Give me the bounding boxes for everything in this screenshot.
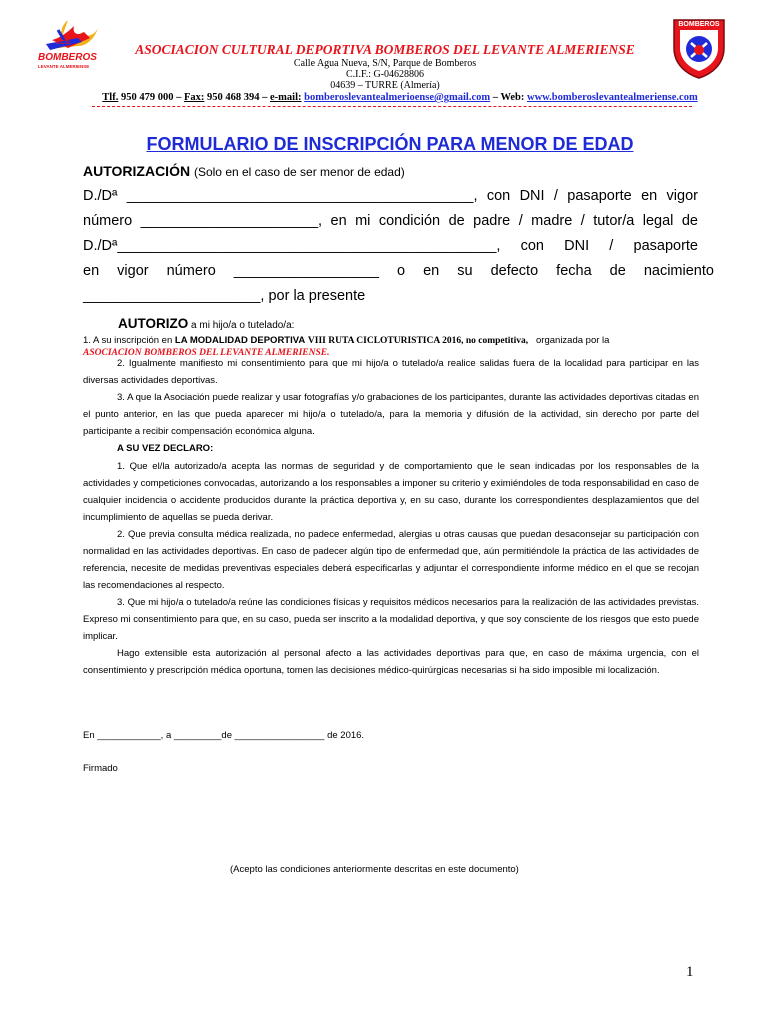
signed-label: Firmado: [83, 763, 118, 774]
email-label: e-mail:: [270, 92, 302, 103]
authorization-note: (Solo en el caso de ser menor de edad): [193, 165, 405, 179]
guardian-name-line[interactable]: D./Dª ___________________________________________, con DNI / pasaporte en vigor: [83, 188, 698, 204]
declaration-item-1: 1. Que el/la autorizado/a acepta las normas de seguridad y de comportamiento que le sean indicadas por los responsables de la actividades y competiciones convocadas, autorizando a los responsables a imponer su criterio y eximiéndoles de toda responsabilidad en caso de cualquier incidencia o accidente producidos durante la práctica deportiva y, en su caso, durante los correspondientes desplazamientos que del incumplimiento de aquellas se pueda derivar.: [83, 461, 699, 523]
page-number: 1: [686, 964, 694, 980]
web-link[interactable]: www.bomberoslevantealmeriense.com: [527, 92, 698, 103]
shield-text: BOMBEROS: [678, 21, 720, 28]
logo-subtitle-text: LEVANTE ALMERIENSE: [38, 64, 90, 69]
presente-line[interactable]: ______________________, por la presente: [83, 288, 366, 304]
declaration-item-2: 2. Que previa consulta médica realizada, no padece enfermedad, alergias u otras causas que puedan desaconsejar su participación con normalidad en las actividades deportivas. En caso de padecer algún tipo de enfermedad que, aún permitiéndole la práctica de las actividades de referencia, necesite de medidas preventivas especiales deberá especificarlas y adjuntar el correspondiente informe médico en el que se recojan las recomendaciones al respecto.: [83, 529, 699, 591]
minor-name-line[interactable]: D./Dª_______________________________________________, con DNI / pasaporte: [83, 238, 698, 254]
authorization-item-3: 3. A que la Asociación puede realizar y usar fotografías y/o grabaciones de los participantes, durante las actividades deportivas citadas en el punto anterior, en las que pueda aparecer mi hijo/a o tutelado/a, para la memoria y difusión de la actividad, sin derecho por parte del participante a recibir compensación económica alguna.: [83, 392, 699, 437]
fax-label: Fax:: [183, 92, 205, 103]
web-label: Web:: [500, 92, 525, 103]
place-date-line[interactable]: En ____________, a _________de _________________ de 2016.: [83, 730, 365, 741]
tlf-label: Tlf.: [102, 92, 119, 103]
authorization-label: AUTORIZACIÓN: [83, 163, 191, 179]
organization-name: ASOCIACION CULTURAL DEPORTIVA BOMBEROS DEL LEVANTE ALMERIENSE: [135, 42, 635, 57]
form-title: FORMULARIO DE INSCRIPCIÓN PARA MENOR DE EDAD: [146, 134, 634, 154]
logo-small-text: A.C.D.: [56, 40, 71, 46]
address-line-3: 04639 – TURRE (Almería): [330, 80, 440, 91]
header-divider: [92, 106, 692, 107]
logo-title-text: BOMBEROS: [38, 52, 97, 63]
autorizo-heading: [118, 316, 294, 331]
extension-paragraph: Hago extensible esta autorización al personal afecto a las actividades deportivas para que, en caso de máxima urgencia, con el consentimiento y prescripción médica oportuna, tomen las decisiones médico-quirúrgicas necesarias si ha sido imposible mi localización.: [83, 648, 699, 676]
address-line-1: Calle Agua Nueva, S/N, Parque de Bomberos: [293, 58, 477, 69]
organization-reference: ASOCIACION BOMBEROS DEL LEVANTE ALMERIENSE.: [83, 348, 330, 358]
declaration-item-3: 3. Que mi hijo/a o tutelado/a reúne las condiciones físicas y requisitos médicos necesarios para la realización de las actividades previstas. Expreso mi consentimiento para que, en su caso, pueda ser inscrito a la modalidad deportiva, y que soy consciente de los riesgos que esto puede implicar.: [83, 597, 699, 642]
autorizo-rest: a mi hijo/a o tutelado/a:: [191, 320, 295, 331]
acceptance-note: (Acepto las condiciones anteriormente descritas en este documento): [230, 864, 519, 875]
cif-line: C.I.F.: G-04628806: [345, 69, 425, 80]
contact-line: Tlf. 950 479 000 – Fax: 950 468 394 – e-mail: bomberoslevantealmerioense@gmail.com – Web: www.bomberoslevantealmeriense.com: [102, 92, 698, 103]
minor-id-line[interactable]: en vigor número __________________ o en su defecto fecha de nacimiento: [83, 263, 714, 279]
bomberos-shield-logo: [668, 14, 730, 80]
authorization-heading: [83, 163, 405, 179]
autorizo-label: AUTORIZO: [118, 316, 189, 331]
authorization-item-1: 1. A su inscripción en LA MODALIDAD DEPORTIVA VIII RUTA CICLOTURISTICA 2016, no competitiva, organizada por la ASOCIACION BOMBEROS DEL LEVANTE ALMERIENSE.: [83, 335, 610, 358]
email-link[interactable]: bomberoslevantealmerioense@gmail.com: [304, 92, 491, 103]
guardian-id-line[interactable]: número ______________________, en mi condición de padre / madre / tutor/a legal de: [83, 213, 698, 229]
fax-value: 950 468 394: [207, 92, 260, 103]
declaro-heading: A SU VEZ DECLARO:: [117, 443, 214, 454]
authorization-item-2: 2. Igualmente manifiesto mi consentimiento para que mi hijo/a o tutelado/a realice salidas fuera de la localidad para participar en las diversas actividades deportivas.: [83, 358, 699, 386]
tlf-value: 950 479 000: [120, 92, 174, 103]
